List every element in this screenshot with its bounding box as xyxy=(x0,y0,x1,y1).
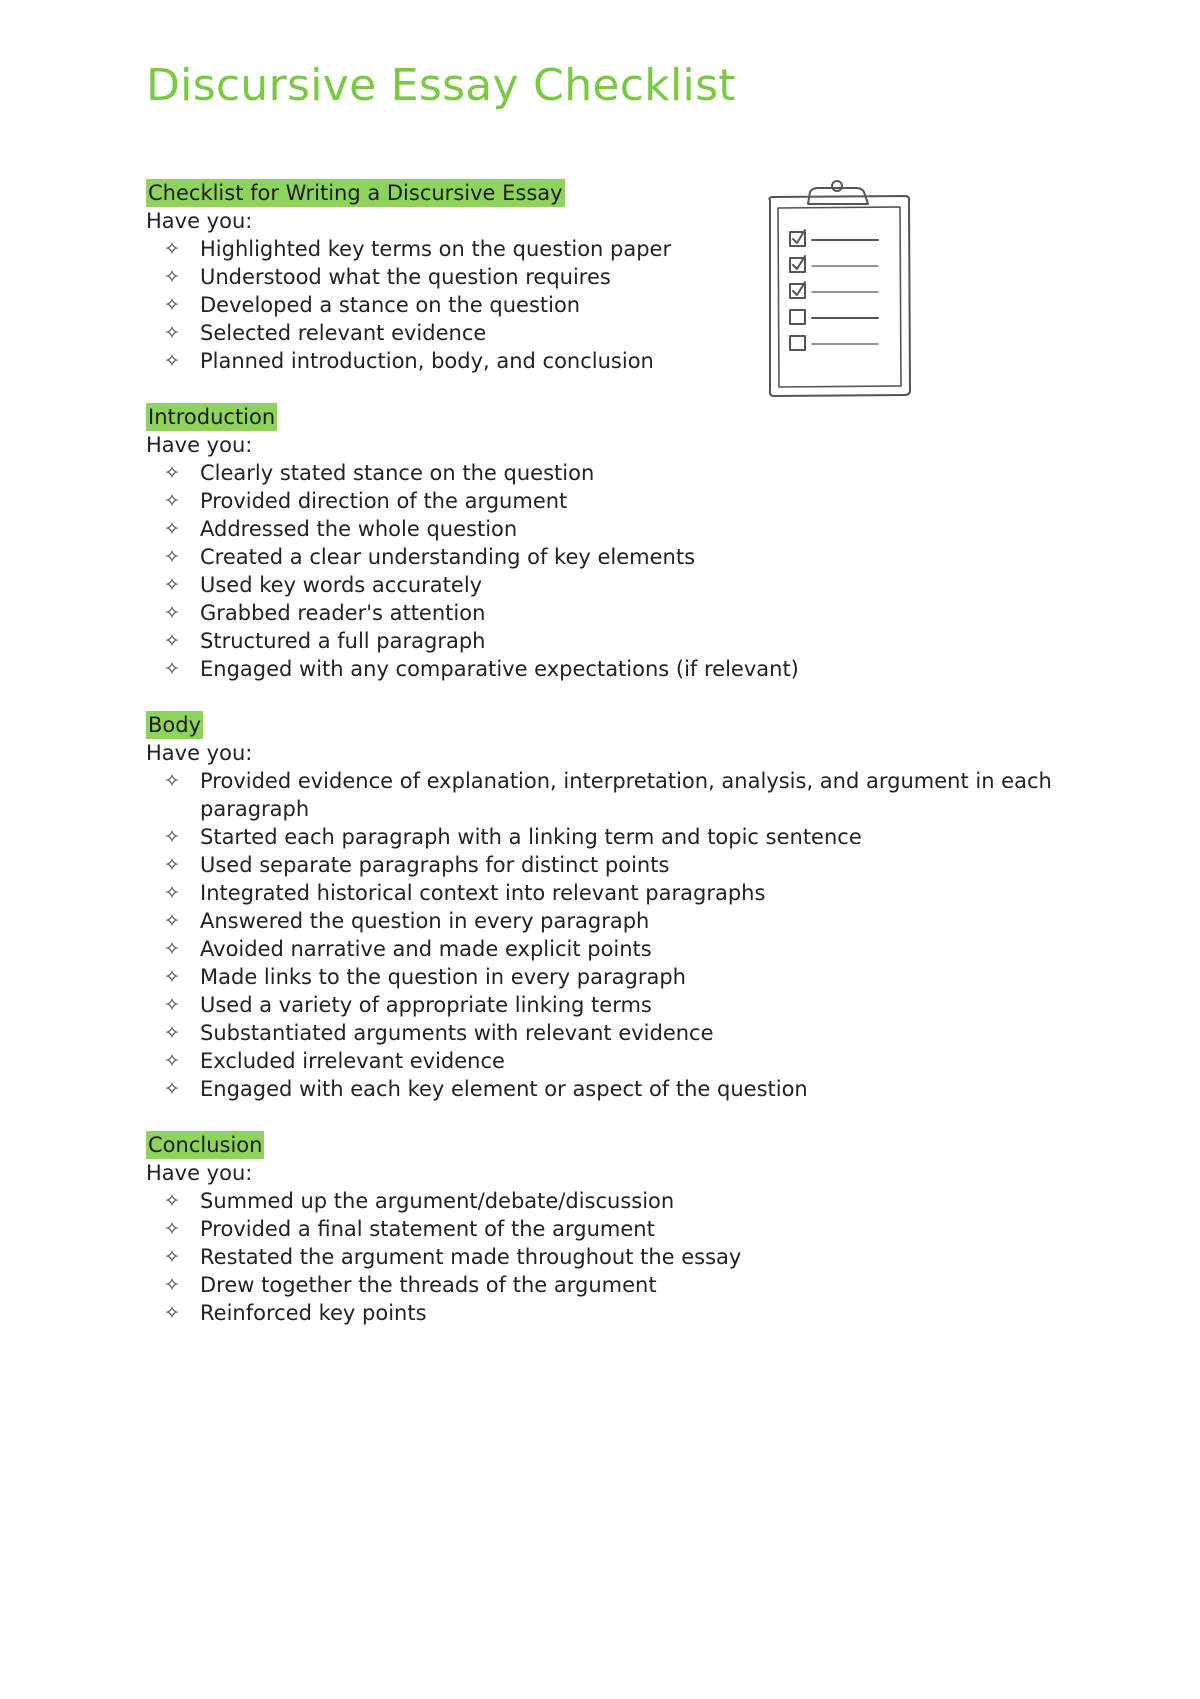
checklist-item xyxy=(164,1271,1076,1299)
checklist-item xyxy=(164,935,1076,963)
item-text: Provided evidence of explanation, interpretation, analysis, and argument in each paragraph xyxy=(200,769,1052,821)
checklist-item xyxy=(164,1187,1076,1215)
star-bullet-icon: ✧ xyxy=(164,294,180,316)
item-text: Answered the question in every paragraph xyxy=(200,909,650,933)
item-text: Clearly stated stance on the question xyxy=(200,461,595,485)
checklist-items xyxy=(146,235,1076,375)
checklist-item xyxy=(164,459,1076,487)
section-heading: Introduction xyxy=(148,405,276,429)
checklist-item xyxy=(164,1243,1076,1271)
section-lead: Have you: xyxy=(146,209,253,233)
checklist-item xyxy=(164,1019,1076,1047)
star-bullet-icon: ✧ xyxy=(164,938,180,960)
star-bullet-icon: ✧ xyxy=(164,266,180,288)
section-conclusion xyxy=(146,1131,1076,1327)
star-bullet-icon: ✧ xyxy=(164,882,180,904)
checklist-item xyxy=(164,319,1076,347)
checklist-items xyxy=(146,767,1076,1103)
item-text: Planned introduction, body, and conclusion xyxy=(200,349,654,373)
checklist-content xyxy=(146,179,1076,1355)
clipboard-checklist-icon xyxy=(760,178,916,402)
checklist-item xyxy=(164,963,1076,991)
star-bullet-icon: ✧ xyxy=(164,1246,180,1268)
checklist-item xyxy=(164,851,1076,879)
item-text: Used key words accurately xyxy=(200,573,483,597)
item-text: Avoided narrative and made explicit points xyxy=(200,937,652,961)
item-text: Engaged with each key element or aspect of the question xyxy=(200,1077,808,1101)
checklist-item xyxy=(164,291,1076,319)
section-lead: Have you: xyxy=(146,1161,253,1185)
checklist-item xyxy=(164,1299,1076,1327)
item-text: Made links to the question in every paragraph xyxy=(200,965,686,989)
section-lead: Have you: xyxy=(146,433,253,457)
checklist-item xyxy=(164,907,1076,935)
checklist-item xyxy=(164,991,1076,1019)
star-bullet-icon: ✧ xyxy=(164,1218,180,1240)
item-text: Highlighted key terms on the question paper xyxy=(200,237,672,261)
star-bullet-icon: ✧ xyxy=(164,518,180,540)
star-bullet-icon: ✧ xyxy=(164,1022,180,1044)
checklist-item xyxy=(164,1075,1076,1103)
star-bullet-icon: ✧ xyxy=(164,490,180,512)
star-bullet-icon: ✧ xyxy=(164,574,180,596)
item-text: Used separate paragraphs for distinct points xyxy=(200,853,670,877)
star-bullet-icon: ✧ xyxy=(164,1078,180,1100)
document-title: Discursive Essay Checklist xyxy=(146,60,736,111)
item-text: Grabbed reader's attention xyxy=(200,601,486,625)
checklist-item xyxy=(164,879,1076,907)
checklist-item xyxy=(164,347,1076,375)
star-bullet-icon: ✧ xyxy=(164,1050,180,1072)
checklist-item xyxy=(164,487,1076,515)
star-bullet-icon: ✧ xyxy=(164,826,180,848)
checklist-item xyxy=(164,627,1076,655)
item-text: Summed up the argument/debate/discussion xyxy=(200,1189,675,1213)
item-text: Developed a stance on the question xyxy=(200,293,581,317)
checklist-items xyxy=(146,1187,1076,1327)
section-heading: Checklist for Writing a Discursive Essay xyxy=(148,181,563,205)
item-text: Excluded irrelevant evidence xyxy=(200,1049,505,1073)
star-bullet-icon: ✧ xyxy=(164,322,180,344)
item-text: Provided a final statement of the argument xyxy=(200,1217,655,1241)
section-body xyxy=(146,711,1076,1103)
checklist-item xyxy=(164,543,1076,571)
star-bullet-icon: ✧ xyxy=(164,658,180,680)
item-text: Integrated historical context into relevant paragraphs xyxy=(200,881,766,905)
item-text: Reinforced key points xyxy=(200,1301,427,1325)
checklist-item xyxy=(164,655,1076,683)
checklist-item xyxy=(164,1047,1076,1075)
star-bullet-icon: ✧ xyxy=(164,854,180,876)
checklist-items xyxy=(146,459,1076,683)
checklist-item xyxy=(164,263,1076,291)
star-bullet-icon: ✧ xyxy=(164,1274,180,1296)
star-bullet-icon: ✧ xyxy=(164,350,180,372)
item-text: Created a clear understanding of key elements xyxy=(200,545,696,569)
star-bullet-icon: ✧ xyxy=(164,238,180,260)
item-text: Drew together the threads of the argument xyxy=(200,1273,657,1297)
item-text: Used a variety of appropriate linking terms xyxy=(200,993,652,1017)
section-lead: Have you: xyxy=(146,741,253,765)
item-text: Provided direction of the argument xyxy=(200,489,568,513)
checklist-item xyxy=(164,515,1076,543)
item-text: Understood what the question requires xyxy=(200,265,611,289)
star-bullet-icon: ✧ xyxy=(164,966,180,988)
star-bullet-icon: ✧ xyxy=(164,546,180,568)
item-text: Started each paragraph with a linking term and topic sentence xyxy=(200,825,862,849)
section-heading: Conclusion xyxy=(148,1133,263,1157)
star-bullet-icon: ✧ xyxy=(164,994,180,1016)
checklist-item xyxy=(164,767,1076,823)
item-text: Restated the argument made throughout the essay xyxy=(200,1245,742,1269)
section-introduction xyxy=(146,403,1076,683)
section-planning xyxy=(146,179,1076,375)
star-bullet-icon: ✧ xyxy=(164,770,180,792)
checklist-item xyxy=(164,599,1076,627)
checklist-item xyxy=(164,235,1076,263)
item-text: Substantiated arguments with relevant evidence xyxy=(200,1021,714,1045)
checklist-item xyxy=(164,571,1076,599)
star-bullet-icon: ✧ xyxy=(164,630,180,652)
star-bullet-icon: ✧ xyxy=(164,1190,180,1212)
item-text: Engaged with any comparative expectations (if relevant) xyxy=(200,657,799,681)
item-text: Addressed the whole question xyxy=(200,517,518,541)
checklist-item xyxy=(164,823,1076,851)
section-heading: Body xyxy=(148,713,202,737)
star-bullet-icon: ✧ xyxy=(164,602,180,624)
item-text: Structured a full paragraph xyxy=(200,629,486,653)
star-bullet-icon: ✧ xyxy=(164,910,180,932)
star-bullet-icon: ✧ xyxy=(164,462,180,484)
item-text: Selected relevant evidence xyxy=(200,321,487,345)
checklist-item xyxy=(164,1215,1076,1243)
star-bullet-icon: ✧ xyxy=(164,1302,180,1324)
